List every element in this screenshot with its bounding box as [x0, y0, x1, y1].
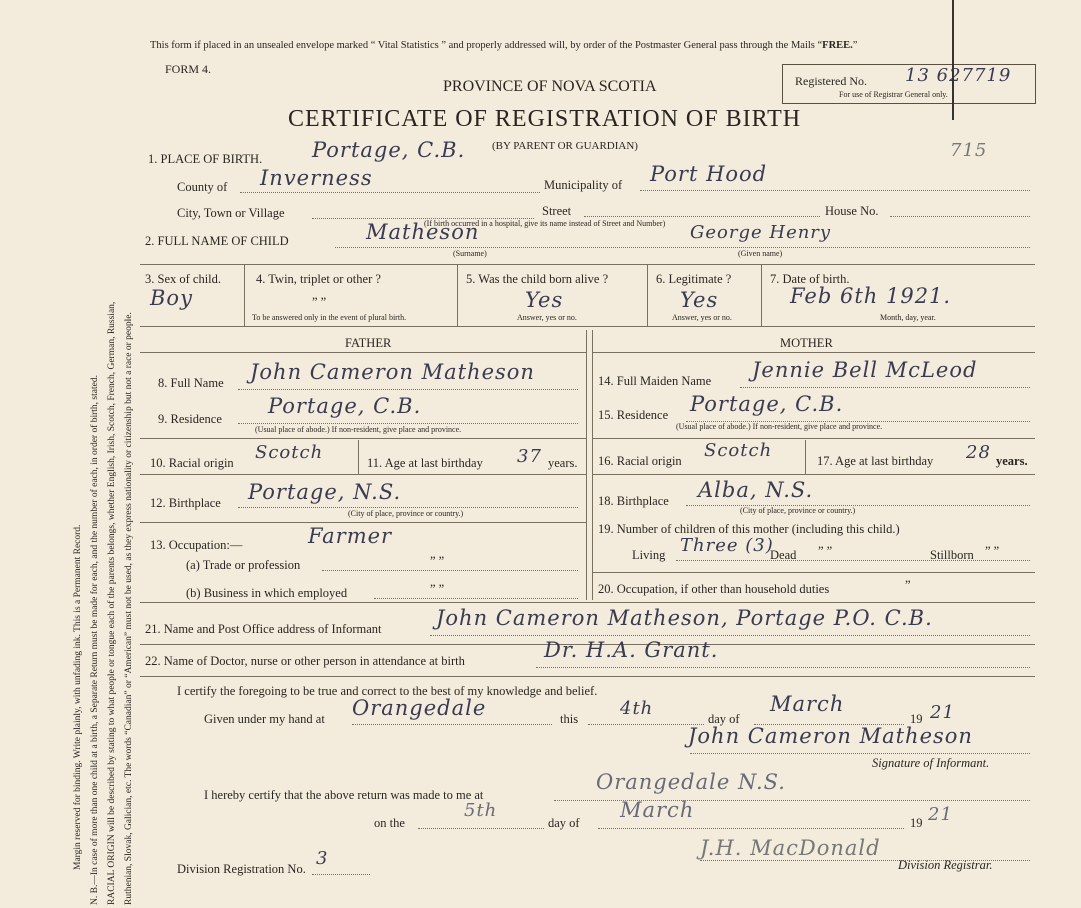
- registered-value: 13 627719: [905, 65, 1012, 86]
- signature-caption: Signature of Informant.: [872, 756, 990, 770]
- divider: [457, 264, 458, 326]
- father-business-line: [374, 598, 578, 599]
- informant-label: 21. Name and Post Office address of Informant: [145, 622, 382, 636]
- divider: [140, 602, 1035, 603]
- informant-line: [430, 635, 1030, 636]
- father-business-value: ” ”: [430, 582, 445, 596]
- municipality-label: Municipality of: [544, 178, 623, 192]
- year-prefix: 19: [910, 712, 923, 726]
- living-value: Three (3): [680, 535, 774, 556]
- father-name-line: [238, 389, 578, 390]
- house-line: [890, 216, 1030, 217]
- registrar-signature: J.H. MacDonald: [700, 836, 881, 860]
- day-value: 4th: [620, 698, 654, 719]
- sex-value: Boy: [150, 286, 193, 310]
- certify-text: I certify the foregoing to be true and correct to the best of my knowledge and belief.: [177, 684, 598, 698]
- divider: [761, 264, 762, 326]
- year-value: 21: [930, 702, 955, 723]
- form-number: FORM 4.: [165, 62, 212, 76]
- divider: [592, 352, 1035, 353]
- children-line: [676, 560, 1030, 561]
- divider: [592, 474, 1035, 475]
- twin-note: To be answered only in the event of plural birth.: [252, 313, 407, 322]
- child-given-value: George Henry: [690, 222, 832, 243]
- mother-racial-label: 16. Racial origin: [598, 454, 682, 468]
- given-caption: (Given name): [738, 249, 783, 258]
- alive-value: Yes: [525, 288, 564, 312]
- divider: [586, 330, 587, 600]
- father-residence-label: 9. Residence: [158, 412, 222, 426]
- county-label: County of: [177, 180, 228, 194]
- father-birthplace-label: 12. Birthplace: [150, 496, 221, 510]
- father-occupation-label: 13. Occupation:—: [150, 538, 243, 552]
- mother-name-label: 14. Full Maiden Name: [598, 374, 712, 388]
- mother-occupation-value: ”: [905, 578, 911, 592]
- mother-name-value: Jennie Bell McLeod: [752, 358, 978, 382]
- mother-birthplace-label: 18. Birthplace: [598, 494, 669, 508]
- child-name-label: 2. FULL NAME OF CHILD: [145, 234, 289, 248]
- divider: [140, 326, 1035, 327]
- street-line: [584, 216, 820, 217]
- father-abode-note: (Usual place of abode.) If non-resident, give place and province.: [255, 425, 462, 434]
- legitimate-note: Answer, yes or no.: [672, 313, 732, 322]
- dead-value: ” ”: [818, 544, 833, 558]
- divider: [805, 440, 806, 474]
- father-residence-value: Portage, C.B.: [268, 394, 422, 418]
- this-label: this: [560, 712, 579, 726]
- day-of-label: day of: [708, 712, 740, 726]
- alive-label: 5. Was the child born alive ?: [466, 272, 609, 286]
- dead-label: Dead: [770, 548, 797, 562]
- division-value: 3: [316, 848, 329, 869]
- return-day-of: day of: [548, 816, 580, 830]
- mother-children-label: 19. Number of children of this mother (including this child.): [598, 522, 900, 536]
- stillborn-value: ” ”: [985, 544, 1000, 558]
- corner-mark: 715: [950, 140, 988, 161]
- return-day-line: [418, 828, 544, 829]
- divider: [140, 438, 586, 439]
- margin-note-racial-origin-cont: Ruthenian, Slovak, Galician, etc. The words “Canadian” or “American” must not be used, as they express nationality or citizenship but not a race or people.: [124, 312, 134, 905]
- return-month-line: [598, 828, 904, 829]
- child-name-line: [335, 247, 1030, 248]
- county-value: Inverness: [260, 166, 373, 190]
- mother-name-line: [740, 387, 1030, 388]
- divider: [592, 330, 593, 600]
- mother-birthplace-note: (City of place, province or country.): [740, 506, 856, 515]
- father-age-value: 37: [517, 446, 542, 467]
- mother-residence-label: 15. Residence: [598, 408, 669, 422]
- return-year: 21: [928, 804, 953, 825]
- margin-note-racial-origin: RACIAL ORIGIN will be described by stating to what people or tongue each of the parents belongs, whether English, Irish, Scotch, French, German, Russian,: [107, 301, 117, 905]
- month-value: March: [770, 692, 845, 716]
- stillborn-label: Stillborn: [930, 548, 974, 562]
- given-place-line: [352, 724, 552, 725]
- divider: [358, 440, 359, 474]
- mother-years: years.: [996, 454, 1028, 468]
- legitimate-value: Yes: [680, 288, 719, 312]
- divider: [592, 438, 1035, 439]
- mother-racial-value: Scotch: [704, 440, 773, 461]
- given-label: Given under my hand at: [204, 712, 325, 726]
- doctor-line: [536, 667, 1030, 668]
- child-surname-value: Matheson: [366, 220, 480, 244]
- municipality-value: Port Hood: [650, 162, 768, 186]
- place-of-birth-value: Portage, C.B.: [312, 138, 466, 162]
- legitimate-label: 6. Legitimate ?: [656, 272, 732, 286]
- county-line: [240, 192, 540, 193]
- province-heading: PROVINCE OF NOVA SCOTIA: [443, 78, 657, 95]
- registered-label: Registered No.: [795, 74, 867, 88]
- return-place: Orangedale N.S.: [596, 770, 786, 794]
- mother-occupation-label: 20. Occupation, if other than household duties: [598, 582, 830, 596]
- father-birthplace-value: Portage, N.S.: [248, 480, 402, 504]
- father-racial-label: 10. Racial origin: [150, 456, 234, 470]
- father-years: years.: [548, 456, 578, 470]
- informant-signature: John Cameron Matheson: [688, 724, 973, 748]
- father-birthplace-note: (City of place, province or country.): [348, 509, 464, 518]
- father-name-label: 8. Full Name: [158, 376, 224, 390]
- return-year-prefix: 19: [910, 816, 923, 830]
- divider: [244, 264, 245, 326]
- divider: [140, 522, 586, 523]
- sex-label: 3. Sex of child.: [145, 272, 222, 286]
- certificate-title: CERTIFICATE OF REGISTRATION OF BIRTH: [288, 106, 802, 132]
- father-racial-value: Scotch: [255, 442, 324, 463]
- doctor-value: Dr. H.A. Grant.: [544, 638, 719, 662]
- margin-note-multiple-births: N. B.—In case of more than one child at a birth, a Separate Return must be made for each, and the number of each, in order of birth, stated.: [90, 375, 100, 905]
- divider: [140, 264, 1035, 265]
- father-name-value: John Cameron Matheson: [250, 360, 535, 384]
- return-text: I hereby certify that the above return was made to me at: [204, 788, 484, 802]
- on-the-label: on the: [374, 816, 405, 830]
- place-of-birth-label: 1. PLACE OF BIRTH.: [148, 152, 263, 166]
- street-label: Street: [542, 204, 572, 218]
- twin-value: ” ”: [312, 295, 327, 309]
- parent-guardian-note: (BY PARENT OR GUARDIAN): [492, 140, 638, 152]
- alive-note: Answer, yes or no.: [517, 313, 577, 322]
- margin-note-binding: Margin reserved for binding. Write plainly, with unfading ink. This is a Permanent Record.: [73, 524, 83, 870]
- father-trade-line: [322, 570, 578, 571]
- hospital-note: (If birth occurred in a hospital, give its name instead of Street and Number): [424, 219, 666, 228]
- registered-box: [782, 64, 1036, 104]
- division-line: [312, 874, 370, 875]
- father-age-label: 11. Age at last birthday: [367, 456, 483, 470]
- father-occupation-value: Farmer: [308, 524, 393, 548]
- city-label: City, Town or Village: [177, 206, 285, 220]
- divider: [140, 676, 1035, 677]
- municipality-line: [640, 190, 1030, 191]
- dob-value: Feb 6th 1921.: [790, 284, 952, 308]
- doctor-label: 22. Name of Doctor, nurse or other person in attendance at birth: [145, 654, 465, 668]
- divider: [592, 572, 1035, 573]
- mother-age-value: 28: [966, 442, 991, 463]
- mother-age-label: 17. Age at last birthday: [817, 454, 934, 468]
- father-trade-value: ” ”: [430, 554, 445, 568]
- divider: [140, 474, 586, 475]
- divider: [140, 352, 586, 353]
- twin-label: 4. Twin, triplet or other ?: [256, 272, 381, 286]
- divider: [647, 264, 648, 326]
- father-residence-line: [238, 423, 578, 424]
- registrar-note: For use of Registrar General only.: [839, 90, 948, 99]
- house-label: House No.: [825, 204, 879, 218]
- mother-abode-note: (Usual place of abode.) If non-resident, give place and province.: [676, 422, 883, 431]
- dob-label: 7. Date of birth.: [770, 272, 850, 286]
- mother-birthplace-value: Alba, N.S.: [698, 478, 814, 502]
- return-day: 5th: [464, 800, 498, 821]
- return-month: March: [620, 798, 695, 822]
- father-trade-label: (a) Trade or profession: [186, 558, 301, 572]
- day-line: [588, 724, 704, 725]
- pen-stroke: [952, 0, 954, 120]
- dob-note: Month, day, year.: [880, 313, 936, 322]
- signature-line: [690, 753, 1030, 754]
- free-label: FREE.: [822, 40, 853, 51]
- father-heading: FATHER: [345, 336, 392, 350]
- informant-value: John Cameron Matheson, Portage P.O. C.B.: [436, 606, 933, 630]
- mother-birthplace-line: [686, 505, 1030, 506]
- father-business-label: (b) Business in which employed: [186, 586, 348, 600]
- mail-notice-text: This form if placed in an unsealed envelope marked “ Vital Statistics ” and properly addressed will, by order of the Postmaster General pass through the Mails “: [150, 40, 823, 51]
- given-place: Orangedale: [352, 696, 487, 720]
- father-birthplace-line: [238, 507, 578, 508]
- surname-caption: (Surname): [453, 249, 487, 258]
- mother-heading: MOTHER: [780, 336, 833, 350]
- mail-notice: This form if placed in an unsealed envelope marked “ Vital Statistics ” and properly addressed will, by order of the Postmaster General pass through the Mails “FREE.”: [150, 40, 858, 51]
- living-label: Living: [632, 548, 666, 562]
- mother-residence-value: Portage, C.B.: [690, 392, 844, 416]
- registrar-caption: Division Registrar.: [898, 858, 993, 872]
- division-label: Division Registration No.: [177, 862, 306, 876]
